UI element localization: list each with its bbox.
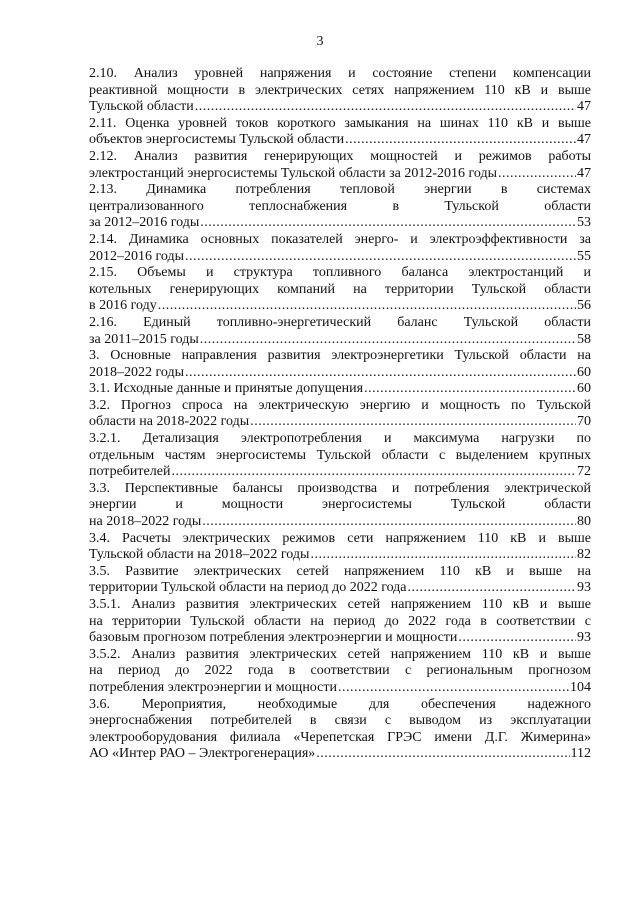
toc-page-number: 93 [577, 630, 591, 646]
toc-entry-last-line [89, 99, 591, 116]
toc-entry-last-line [89, 680, 591, 697]
toc-entry-last-line [89, 746, 591, 763]
toc-entry-line: энергоснабжения потребителей в связи с выводом из эксплуатации [89, 713, 591, 729]
toc-page-number: 112 [570, 746, 591, 762]
toc-entry[interactable] [89, 182, 591, 232]
dot-leader [171, 464, 576, 481]
toc-entry[interactable] [89, 597, 591, 647]
toc-entry-line: энергии и мощности энергосистемы Тульской области [89, 497, 591, 513]
dot-leader [345, 132, 576, 149]
dot-leader [316, 746, 569, 763]
toc-entry-text: Тульской области на 2018–2022 годы [89, 547, 310, 563]
toc-entry-line: 2.15. Объемы и структура топливного баланса электростанций и [89, 265, 591, 281]
toc-entry-last-line [89, 414, 591, 431]
toc-entry[interactable] [89, 66, 591, 116]
toc-entry-last-line [89, 514, 591, 531]
dot-leader [185, 365, 576, 382]
toc-entry[interactable] [89, 697, 591, 763]
dot-leader [458, 630, 576, 647]
toc-entry[interactable] [89, 564, 591, 597]
dot-leader [200, 332, 576, 349]
table-of-contents [89, 66, 591, 763]
toc-entry-text: 2018–2022 годы [89, 364, 185, 380]
toc-entry-line: 3.4. Расчеты электрических режимов сети напряжением 110 кВ и выше [89, 530, 591, 546]
toc-entry[interactable] [89, 647, 591, 697]
toc-entry-last-line [89, 547, 591, 564]
toc-entry-line: 3.2.1. Детализация электропотребления и максимума нагрузки по [89, 431, 591, 447]
toc-entry-text: базовым прогнозом потребления электроэнергии и мощности [89, 630, 458, 646]
page-number: 3 [316, 34, 324, 49]
toc-page-number: 56 [577, 298, 591, 314]
toc-entry[interactable] [89, 265, 591, 315]
toc-entry-line: 3.6. Мероприятия, необходимые для обеспечения надежного [89, 696, 591, 712]
toc-page-number: 93 [577, 580, 591, 596]
toc-entry-last-line [89, 298, 591, 315]
toc-entry-line: 3.3. Перспективные балансы производства и потребления электрической [89, 480, 591, 496]
toc-entry-line: 3.5. Развитие электрических сетей напряжением 110 кВ и выше на [89, 563, 591, 579]
toc-entry-last-line [89, 215, 591, 232]
toc-page-number: 60 [577, 364, 591, 380]
toc-entry-line: 2.14. Динамика основных показателей энерго- и электроэффективности за [89, 231, 591, 247]
toc-entry-line: 3.5.1. Анализ развития электрических сетей напряжением 110 кВ и выше [89, 597, 591, 612]
toc-entry-text: в 2016 году [89, 298, 157, 314]
toc-entry[interactable] [89, 116, 591, 149]
dot-leader [202, 514, 576, 531]
toc-entry-text: потребления электроэнергии и мощности [89, 679, 337, 695]
toc-entry-line: котельных генерирующих компаний на территории Тульской области [89, 281, 591, 297]
toc-entry-line: реактивной мощности в электрических сетях напряжением 110 кВ и выше [89, 82, 591, 98]
toc-entry[interactable] [89, 315, 591, 348]
toc-page-number: 80 [577, 514, 591, 530]
toc-page-number: 47 [577, 99, 591, 115]
toc-page-number: 82 [577, 547, 591, 563]
toc-entry-text: электростанций энергосистемы Тульской области за 2012-2016 годы [89, 165, 498, 181]
toc-page-number: 47 [577, 132, 591, 148]
toc-page-number: 55 [577, 248, 591, 264]
toc-entry[interactable] [89, 398, 591, 431]
toc-entry[interactable] [89, 348, 591, 381]
toc-entry-line: на период до 2022 года в соответствии с региональным прогнозом [89, 663, 591, 679]
toc-entry-line: 2.10. Анализ уровней напряжения и состояние степени компенсации [89, 66, 591, 81]
toc-entry-text: на 2018–2022 годы [89, 514, 202, 530]
toc-entry[interactable] [89, 431, 591, 481]
dot-leader [200, 215, 576, 232]
toc-entry-text: области на 2018-2022 годы [89, 414, 250, 430]
toc-page-number: 104 [570, 679, 591, 695]
toc-page-number: 70 [577, 414, 591, 430]
toc-entry-text: территории Тульской области на период до 2022 года [89, 580, 407, 596]
toc-page-number: 72 [577, 464, 591, 480]
toc-entry-line: 2.16. Единый топливно-энергетический баланс Тульской области [89, 314, 591, 330]
dot-leader [185, 249, 576, 266]
dot-leader [158, 298, 576, 315]
dot-leader [364, 381, 576, 398]
toc-entry-text: 3.1. Исходные данные и принятые допущения [89, 381, 364, 397]
toc-entry-line: отдельным частям энергосистемы Тульской области с выделением крупных [89, 447, 591, 463]
toc-entry-line: 2.12. Анализ развития генерирующих мощностей и режимов работы [89, 148, 591, 164]
toc-entry-line: электрооборудования филиала «Черепетская ГРЭС имени Д.Г. Жимерина» [89, 729, 591, 745]
dot-leader [310, 547, 576, 564]
toc-page-number: 60 [577, 381, 591, 397]
toc-entry-text: объектов энергосистемы Тульской области [89, 132, 345, 148]
toc-entry-line: 2.13. Динамика потребления тепловой энергии в системах [89, 182, 591, 198]
toc-entry-line: 3. Основные направления развития электроэнергетики Тульской области на [89, 348, 591, 364]
toc-entry[interactable] [89, 381, 591, 398]
toc-entry-last-line [89, 132, 591, 149]
dot-leader [338, 680, 569, 697]
toc-entry-text: потребителей [89, 464, 171, 480]
toc-entry-last-line [89, 166, 591, 183]
toc-entry-last-line [89, 365, 591, 382]
toc-entry-line: 3.5.2. Анализ развития электрических сетей напряжением 110 кВ и выше [89, 646, 591, 662]
toc-entry-text: за 2012–2016 годы [89, 215, 200, 231]
toc-entry-last-line [89, 630, 591, 647]
toc-entry-line: 2.11. Оценка уровней токов короткого замыкания на шинах 110 кВ и выше [89, 115, 591, 131]
toc-entry-text: АО «Интер РАО – Электрогенерация» [89, 746, 316, 762]
toc-page-number: 47 [577, 165, 591, 181]
dot-leader [498, 166, 576, 183]
dot-leader [195, 99, 576, 116]
toc-entry-last-line [89, 381, 591, 398]
toc-entry-line: на территории Тульской области на период до 2022 года в соответствии с [89, 613, 591, 629]
toc-entry[interactable] [89, 531, 591, 564]
toc-entry-text: за 2011–2015 годы [89, 331, 199, 347]
toc-entry-text: Тульской области [89, 99, 194, 115]
toc-entry-text: 2012–2016 годы [89, 248, 185, 264]
toc-entry[interactable] [89, 481, 591, 531]
dot-leader [250, 414, 576, 431]
dot-leader [408, 580, 576, 597]
toc-entry-line: централизованного теплоснабжения в Тульской области [89, 198, 591, 214]
toc-entry-last-line [89, 464, 591, 481]
toc-entry-last-line [89, 580, 591, 597]
toc-entry[interactable] [89, 149, 591, 182]
toc-entry[interactable] [89, 232, 591, 265]
toc-entry-last-line [89, 332, 591, 349]
toc-entry-line: 3.2. Прогноз спроса на электрическую энергию и мощность по Тульской [89, 397, 591, 413]
toc-page-number: 53 [577, 215, 591, 231]
toc-page-number: 58 [577, 331, 591, 347]
toc-entry-last-line [89, 249, 591, 266]
